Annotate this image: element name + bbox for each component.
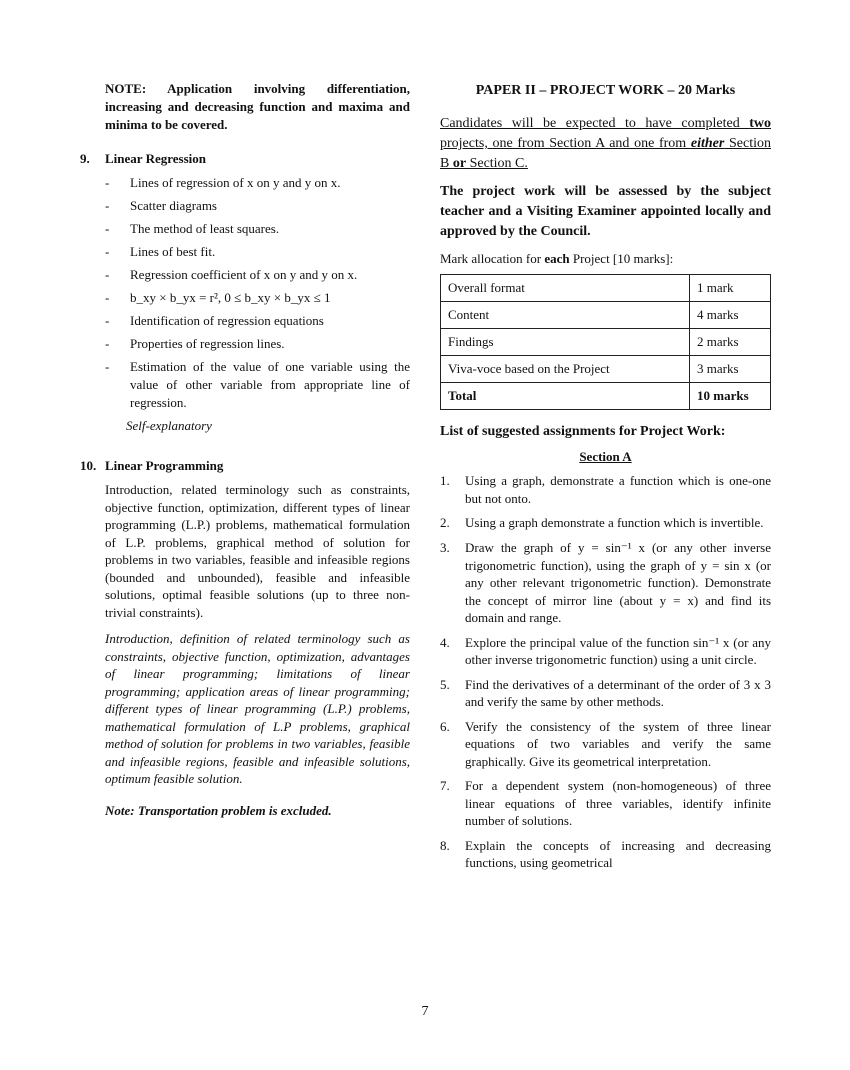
list-item: - Estimation of the value of one variable using the value of other variable from appropriate line of regression. — [105, 359, 410, 410]
list-item: 3. Draw the graph of y = sin⁻¹ x (or any other inverse trigonometric function), using the graph of y = sin x (or any other relevant trigonometric function). Demonstrate the concept of mirror line (about y = x) and find its domain and range. — [440, 540, 771, 625]
linear-programming-syllabus: Introduction, related terminology such as constraints, objective function, optimization, different types of linear programming (L.P.) problems, mathematical formulation of L.P. problems, graphical method of solution for problems in two variables, feasible and infeasible regions (bounded and unbounded), feasible and infeasible solutions, optimal feasible solutions (up to three non-trivial constraints). — [105, 482, 410, 620]
list-item: - Identification of regression equations — [105, 313, 324, 328]
assignment-list — [440, 472, 771, 872]
list-item: 6. Verify the consistency of the system of three linear equations of two variables and verify the same graphically. Give its geometrical interpretation. — [440, 718, 771, 769]
section-9-heading — [80, 150, 410, 168]
list-item-formula: - b_xy × b_yx = r², 0 ≤ b_xy × b_yx ≤ 1 — [105, 289, 410, 307]
table-row-total: Total 10 marks — [441, 383, 771, 410]
list-item: - Regression coefficient of x on y and y on x. — [105, 267, 358, 282]
list-item: 1. Using a graph, demonstrate a function which is one-one but not onto. — [440, 473, 771, 506]
list-item: - Properties of regression lines. — [105, 336, 285, 351]
section-10-heading — [80, 457, 410, 475]
table-row: Content 4 marks — [441, 302, 771, 329]
page-number: 7 — [421, 1004, 429, 1019]
list-item: 7. For a dependent system (non-homogeneous) of three linear equations of three variables, identify infinite number of solutions. — [440, 778, 771, 828]
list-item: - Lines of regression of x on y and y on x. — [105, 175, 341, 190]
list-item: 2. Using a graph demonstrate a function which is invertible. — [440, 515, 764, 530]
list-item: - Lines of best fit. — [105, 244, 216, 259]
table-row: Findings 2 marks — [441, 329, 771, 356]
linear-programming-explanation: Introduction, definition of related terminology such as constraints, objective function, optimization, advantages of linear programming; limitations of linear programming; application areas of linear programming; different types of linear programming (L.P.) problems, mathematical formulation of L.P problems, graphical method of solution for problems in two variables, feasible and infeasible regions, feasible and infeasible solutions, optimum feasible solution. — [105, 631, 410, 786]
section-title: Linear Programming — [105, 458, 224, 473]
section-number: 9. — [80, 151, 90, 166]
assignments-heading: List of suggested assignments for Project Work: — [440, 424, 726, 439]
section-title: Linear Regression — [105, 151, 206, 166]
table-row: Viva-voce based on the Project 3 marks — [441, 356, 771, 383]
section-number: 10. — [80, 458, 97, 473]
regression-topic-list — [105, 174, 410, 412]
list-item: 5. Find the derivatives of a determinant of the order of 3 x 3 and verify the same by other methods. — [440, 676, 771, 709]
candidates-instruction: Candidates will be expected to have completed two projects, one from Section A and one from either Section B or Section C. — [440, 116, 771, 171]
list-item: 4. Explore the principal value of the function sin⁻¹ x (or any other inverse trigonometric function) using a unit circle. — [440, 634, 771, 667]
self-explanatory-note: Self-explanatory — [126, 418, 212, 433]
list-item: - Scatter diagrams — [105, 198, 217, 213]
regression-formula: b_xy × b_yx = r², 0 ≤ b_xy × b_yx ≤ 1 — [130, 290, 331, 305]
mark-allocation-label: Mark allocation for each Project [10 marks]: — [440, 251, 674, 266]
right-column — [440, 80, 771, 879]
table-row: Overall format 1 mark — [441, 275, 771, 302]
assessment-statement: The project work will be assessed by the subject teacher and a Visiting Examiner appointed locally and approved by the Council. — [440, 184, 771, 239]
section-a-heading: Section A — [579, 449, 632, 464]
note-differentiation: NOTE: Application involving differentiation, increasing and decreasing function and maxima and minima to be covered. — [105, 81, 410, 132]
list-item: 8. Explain the concepts of increasing and decreasing functions, using geometrical — [440, 837, 771, 870]
left-column — [80, 80, 410, 820]
marks-table — [440, 274, 771, 410]
transportation-note: Note: Transportation problem is excluded. — [105, 802, 332, 818]
paper-title: PAPER II – PROJECT WORK – 20 Marks — [475, 83, 736, 98]
list-item: - The method of least squares. — [105, 221, 280, 236]
